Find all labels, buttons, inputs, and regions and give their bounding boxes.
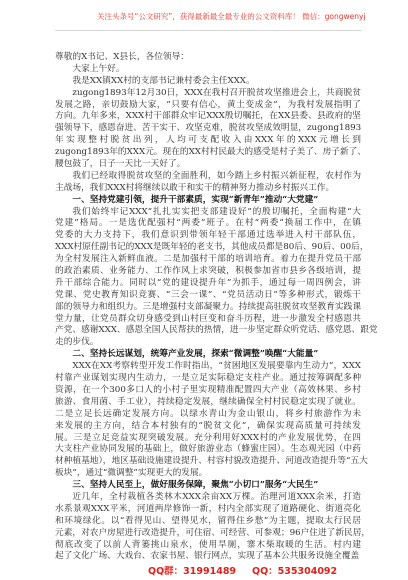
body-sections: [55, 194, 378, 564]
text-line: 产党、感谢XXX、感恩全国人民帮扶的热情，进一步坚定群众听党话、感党恩、跟党: [55, 325, 378, 336]
text-line: 为全村发展注入新鲜血液。二是加强村干部的培训培育。着力在提升党员干部: [55, 254, 361, 265]
text-line: 大支柱产业协同发展的基础上，做好旅游业态（蜂蜜庄园）。生态观光园（中药: [55, 444, 361, 455]
text-line: 党委的大力支持下，我们意识到带领年轻干部通过选举进入村干部队伍，: [55, 230, 361, 241]
text-line: 腰包鼓了，日子一天比一天好了。: [55, 159, 186, 170]
text-line: 水系景观XXX平米，河道两岸修饰一新，村内全部实现了道路硬化、街道亮化: [55, 503, 361, 514]
intro-section: [55, 63, 367, 195]
text-line: XXX在XX考察转型开发工作时指出，“贫困地区发展要靠内生动力”，XXX: [72, 361, 361, 372]
section-heading: 二、坚持长远谋划，统筹产业发展，探索“微调整”唤醒“大能量”: [72, 349, 319, 360]
qq-number: QQ：535304092: [252, 566, 338, 577]
text-line: 走的步伐。: [55, 337, 99, 348]
paragraph: [55, 87, 367, 171]
text-line: 材种植基地），地区基础设施建设提升、村容村貌改造提升、河道改造提升等“五大: [55, 456, 368, 467]
section-heading: 三、坚持人民至上，做好服务保障，聚焦“小切口”服务“大民生”: [72, 480, 319, 491]
text-line: 党建”格局。一是选优配强村“两委”班子。在村“两委”换届工作中，在镇: [55, 218, 361, 229]
text-line: 我们始终牢记XXX“扎扎实实把支部建设好”的殷切嘱托，全面构建“大: [72, 206, 361, 217]
greeting-line: 尊敬的X书记、X县长，各位领导：: [55, 52, 189, 62]
text-line: 我们已经取得脱贫攻坚的全面胜利，如今踏上乡村振兴新征程，农村作为: [72, 170, 361, 181]
text-line: 板块”，通过“微调整”实现更大的发展。: [55, 468, 208, 479]
text-line: 堂力量，让党员群众切身感受到山村巨变和奋斗历程，进一步激发全村感恩共: [55, 313, 361, 324]
text-line: XXX村原任副书记的XXX是既年轻的老支书，其他成员都是80后、90后、00后，: [55, 242, 369, 253]
paragraph: [55, 64, 361, 76]
text-line: 部的领导力和组织力。三是增强村支部凝聚力。持续提高驻脱贫攻坚教育实践课: [55, 301, 361, 312]
text-line: 村靠产业谋划实现内生动力，一是立足实际稳定支柱产业。通过按筹调配多种: [55, 373, 361, 384]
text-line: zugong1893年的XXX元。现在的XX村村民最大的感受是村子美了、房子新了、: [55, 147, 367, 158]
text-line: 彻底改变了以前人背篓挑山泉水，使用旱厕，寨木柴取暖的生活。村内建: [55, 539, 361, 550]
text-line: 和环境绿化。以“看得见山、望得见水，留得住乡愁”为主题，提取太行民居: [55, 515, 361, 526]
section: [55, 349, 368, 480]
section: [55, 480, 371, 563]
text-line: 元素，对农户房屋进行改造提升，可住宿、可经营、可参观；96户住进了新民居，: [55, 527, 371, 538]
text-line: 旅游、食用菌、手工业），持续稳定发展，继续确保全村村民稳定实现了就业。: [55, 396, 361, 407]
qq-group-number: QQ群：31991489: [148, 566, 237, 577]
text-line: 起了文化广场、大戏台、农家书屋、银行网点，实现了基本公共服务设施全覆盖: [55, 551, 360, 562]
text-line: 升干部综合能力。同时以“党的建设提升年”为抓手，通过每一周四例会，讲: [55, 277, 361, 288]
section: [55, 194, 378, 350]
paragraph: [55, 361, 368, 480]
footer-contact: [0, 565, 408, 578]
text-line: 资源，在一个300多口人的小村子里实现精准配置四大产业（高效林果、乡村: [55, 384, 361, 395]
text-line: 的政治素质、业务能力、工作作风上求突破，积极参加省市县乡各级培训，提: [55, 266, 361, 277]
paragraph: [55, 171, 361, 195]
text-line: 发展之路，亲切鼓励大家，“只要有信心，黄土变成金”，为我村发展指明了: [55, 99, 361, 110]
text-line: 年实现整村脱贫出列，人均可支配收入由XXX年的XXX元增长到: [55, 135, 361, 146]
text-line: 来发展的主方向，结合本村独有的“脱贫文化”，确保实现高质量可持续发: [55, 420, 361, 431]
text-line: 方向。九年多来，XXX村干部群众牢记XXX殷切嘱托，在XX县委、县政府的坚: [55, 111, 361, 122]
text-line: 展。三是立足竞益实现突破发展。充分利用好XXX村的产业发展优势，在四: [55, 432, 361, 443]
text-line: 二是立足长远确定发展方向。以绿水青山为金山银山，将乡村旅游作为未: [55, 408, 361, 419]
text-line: 近几年，全村栽植各类林木XXX余亩XX万棵。治理河道XXX余米，打造: [72, 491, 361, 502]
text-line: 主战场，我们XXX村将继续以敢干和实干的精神努力推动乡村振兴工作。: [55, 182, 335, 193]
paragraph: [55, 76, 361, 88]
text-line: 大家上午好。: [72, 63, 125, 74]
text-line: 我是XX镇XX村的支部书记兼村委会主任XXX。: [72, 75, 255, 86]
section-heading: 一、坚持党建引领，提升干部素质，实现“新青年”推动“大党建”: [72, 194, 319, 205]
header-divider: [55, 30, 362, 31]
text-line: 党课、党史教育知识竞赛、“三会一课”、“党员活动日”等多种形式，锻炼干: [55, 289, 361, 300]
text-line: zugong1893年12月30日，XXX在我村召开脱贫攻坚推进会上，共商脱贫: [72, 87, 361, 98]
paragraph: [55, 206, 378, 350]
document-body: [55, 52, 378, 563]
text-line: 强领导下，感恩奋进、苦干实干、攻坚克难，脱贫攻坚成效明显，zugong1893: [55, 123, 362, 134]
paragraph: [55, 491, 371, 563]
header-banner: 关注头条号“公文研究”，获得最新最全最专业的公文资料库！ 微信：gongwenyj: [97, 12, 366, 21]
